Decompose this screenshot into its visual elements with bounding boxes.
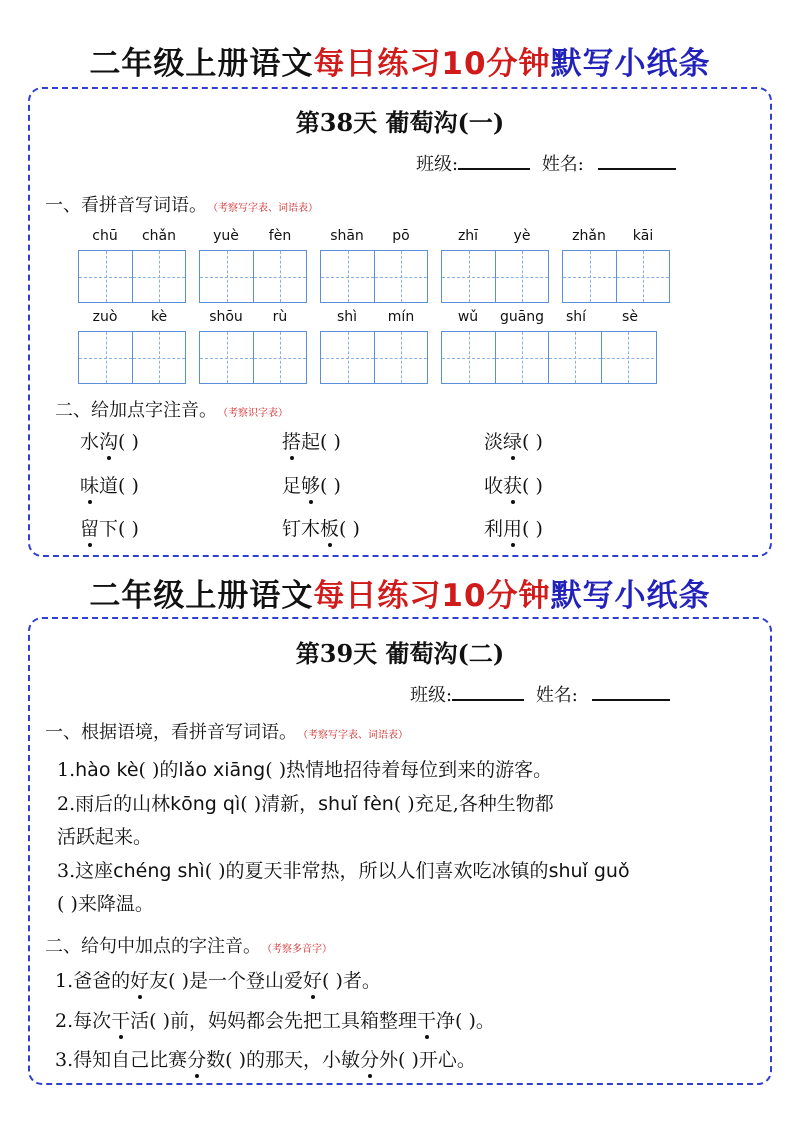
day38-row1-word2 (199, 228, 307, 303)
writing-grid[interactable] (78, 331, 186, 384)
answer-parens[interactable]: ( ) (339, 518, 360, 540)
header-dictation: 默写小纸条 (550, 46, 711, 82)
dotted-char: 板 (320, 514, 339, 541)
answer-parens[interactable]: ( ) (522, 431, 543, 453)
sentence-3: 3.这座chéng shì( )的夏天非常热，所以人们喜欢吃冰镇的shuǐ guǒ (57, 860, 630, 882)
day39-section2 (45, 932, 332, 958)
pinyin: fèn (268, 228, 292, 244)
class-label: 班级: (410, 685, 453, 706)
pinyin-item: 利用( ) (484, 514, 543, 541)
pinyin-item: 收获( ) (484, 471, 543, 498)
pinyin-item: 淡绿( ) (484, 427, 543, 454)
day39-student-info (410, 681, 670, 707)
sentence-2-cont: 活跃起来。 (57, 826, 153, 848)
day38-row2-word1 (78, 309, 186, 384)
day38-section2 (55, 396, 288, 422)
question-2: 2.每次干活( )前，妈妈都会先把工具箱整理干净( )。 (55, 1006, 495, 1033)
name-label: 姓名: (535, 685, 578, 706)
answer-parens[interactable]: ( ) (118, 475, 139, 497)
writing-grid[interactable] (320, 331, 428, 384)
name-blank[interactable] (592, 681, 670, 701)
pinyin: shí (565, 309, 587, 325)
day38-title: 第38天 葡萄沟(一) (295, 108, 505, 137)
pinyin: shuǐ guǒ (548, 860, 630, 882)
class-blank[interactable] (452, 681, 524, 701)
dotted-char: 沟 (99, 427, 118, 454)
pinyin: hào kè (75, 759, 139, 781)
answer-parens[interactable]: ( )热情地招待着每位到来的游客。 (265, 759, 553, 781)
name-blank[interactable] (598, 150, 676, 170)
section1-hint: （考察写字表、词语表） (303, 730, 408, 741)
pinyin-item: 味道( ) (80, 471, 139, 498)
day39-title: 第39天 葡萄沟(二) (295, 639, 505, 668)
page-header-bottom (0, 570, 800, 615)
answer-parens[interactable]: ( )充足,各种生物都 (393, 793, 554, 815)
answer-parens[interactable]: ( ) (522, 518, 543, 540)
pinyin: wǔ (457, 309, 479, 325)
day38-student-info (416, 150, 676, 176)
writing-grid[interactable] (199, 331, 307, 384)
dotted-char: 获 (503, 471, 522, 498)
pinyin: chǎn (141, 228, 177, 244)
day38-row2-word2 (199, 309, 307, 384)
dotted-char: 搭 (282, 427, 301, 454)
pinyin: zhǎn (572, 228, 606, 244)
question-1: 1.爸爸的好友( )是一个登山爱好( )者。 (55, 966, 381, 993)
pinyin: mín (387, 309, 415, 325)
day38-row1-word1 (78, 228, 186, 303)
answer-parens[interactable]: ( )的 (138, 759, 179, 781)
pinyin: pō (392, 228, 410, 244)
writing-grid[interactable] (441, 250, 549, 303)
answer-parens[interactable]: ( ) (522, 475, 543, 497)
pinyin: shuǐ fèn (318, 793, 394, 815)
answer-parens[interactable]: ( ) (118, 431, 139, 453)
writing-grid[interactable] (441, 331, 657, 384)
pinyin: shōu (209, 309, 243, 325)
dotted-char: 味 (80, 471, 99, 498)
pinyin: yè (513, 228, 531, 244)
writing-grid[interactable] (320, 250, 428, 303)
dotted-char: 好 (303, 966, 322, 993)
question-3: 3.得知自己比赛分数( )的那天，小敏分外( )开心。 (55, 1045, 476, 1072)
day38-row1-word4 (441, 228, 549, 303)
dotted-char: 好 (130, 966, 149, 993)
day38-row1-word5 (562, 228, 670, 303)
pinyin: guāng (499, 309, 545, 325)
answer-parens[interactable]: ( )的夏天非常热，所以人们喜欢吃冰镇的 (204, 860, 549, 882)
class-label: 班级: (416, 154, 459, 175)
dotted-char: 绿 (503, 427, 522, 454)
section1-title: 一、看拼音写词语。 (45, 195, 207, 216)
day38-row1-word3 (320, 228, 428, 303)
pinyin: kōng qì (170, 793, 241, 815)
dotted-char: 留 (80, 514, 99, 541)
sentence-3-cont[interactable]: ( )来降温。 (57, 893, 154, 915)
sentence-1: 1.hào kè( )的lǎo xiāng( )热情地招待着每位到来的游客。 (57, 759, 553, 781)
pinyin: yuè (213, 228, 239, 244)
writing-grid[interactable] (199, 250, 307, 303)
dotted-char: 够 (301, 471, 320, 498)
writing-grid[interactable] (78, 250, 186, 303)
pinyin: zuò (92, 309, 118, 325)
pinyin: sè (622, 309, 638, 325)
section2-hint: （考察识字表） (223, 408, 288, 419)
pinyin: kè (150, 309, 168, 325)
answer-parens[interactable]: ( ) (320, 475, 341, 497)
day39-section1 (45, 718, 408, 744)
header-practice: 每日练习10分钟 (313, 46, 551, 82)
header-grade: 二年级上册语文 (89, 46, 314, 82)
day38-row2-word4 (441, 309, 657, 384)
pinyin-item: 钉木板( ) (282, 514, 360, 541)
section2-title: 二、给加点字注音。 (55, 400, 217, 421)
dotted-char: 分 (187, 1045, 206, 1072)
pinyin: lǎo xiāng (178, 759, 266, 781)
pinyin: kāi (632, 228, 654, 244)
writing-grid[interactable] (562, 250, 670, 303)
pinyin-item: 搭起( ) (282, 427, 341, 454)
header-practice: 每日练习10分钟 (313, 578, 551, 614)
section2-title: 二、给句中加点的字注音。 (45, 936, 261, 957)
pinyin-item: 足够( ) (282, 471, 341, 498)
section2-hint: （考察多音字） (267, 944, 332, 955)
answer-parens[interactable]: ( ) (118, 518, 139, 540)
answer-parens[interactable]: ( )清新， (240, 793, 319, 815)
name-label: 姓名: (541, 154, 584, 175)
pinyin: chéng shì (113, 860, 205, 882)
day38-row2-word3 (320, 309, 428, 384)
class-blank[interactable] (458, 150, 530, 170)
answer-parens[interactable]: ( ) (320, 431, 341, 453)
day38-section1 (45, 191, 318, 217)
dotted-char: 分 (360, 1045, 379, 1072)
section1-title: 一、根据语境，看拼音写词语。 (45, 722, 297, 743)
pinyin: zhī (457, 228, 479, 244)
section1-hint: （考察写字表、词语表） (213, 203, 318, 214)
page-header-top (0, 38, 800, 83)
pinyin-item: 留下( ) (80, 514, 139, 541)
dotted-char: 用 (503, 514, 522, 541)
header-dictation: 默写小纸条 (550, 578, 711, 614)
pinyin: chū (92, 228, 118, 244)
pinyin: shān (330, 228, 364, 244)
pinyin: shì (336, 309, 358, 325)
dotted-char: 干 (417, 1006, 436, 1033)
header-grade: 二年级上册语文 (89, 578, 314, 614)
pinyin-item: 水沟( ) (80, 427, 139, 454)
pinyin: rù (272, 309, 288, 325)
sentence-2: 2.雨后的山林kōng qì( )清新，shuǐ fèn( )充足,各种生物都 (57, 793, 554, 815)
dotted-char: 干 (111, 1006, 130, 1033)
